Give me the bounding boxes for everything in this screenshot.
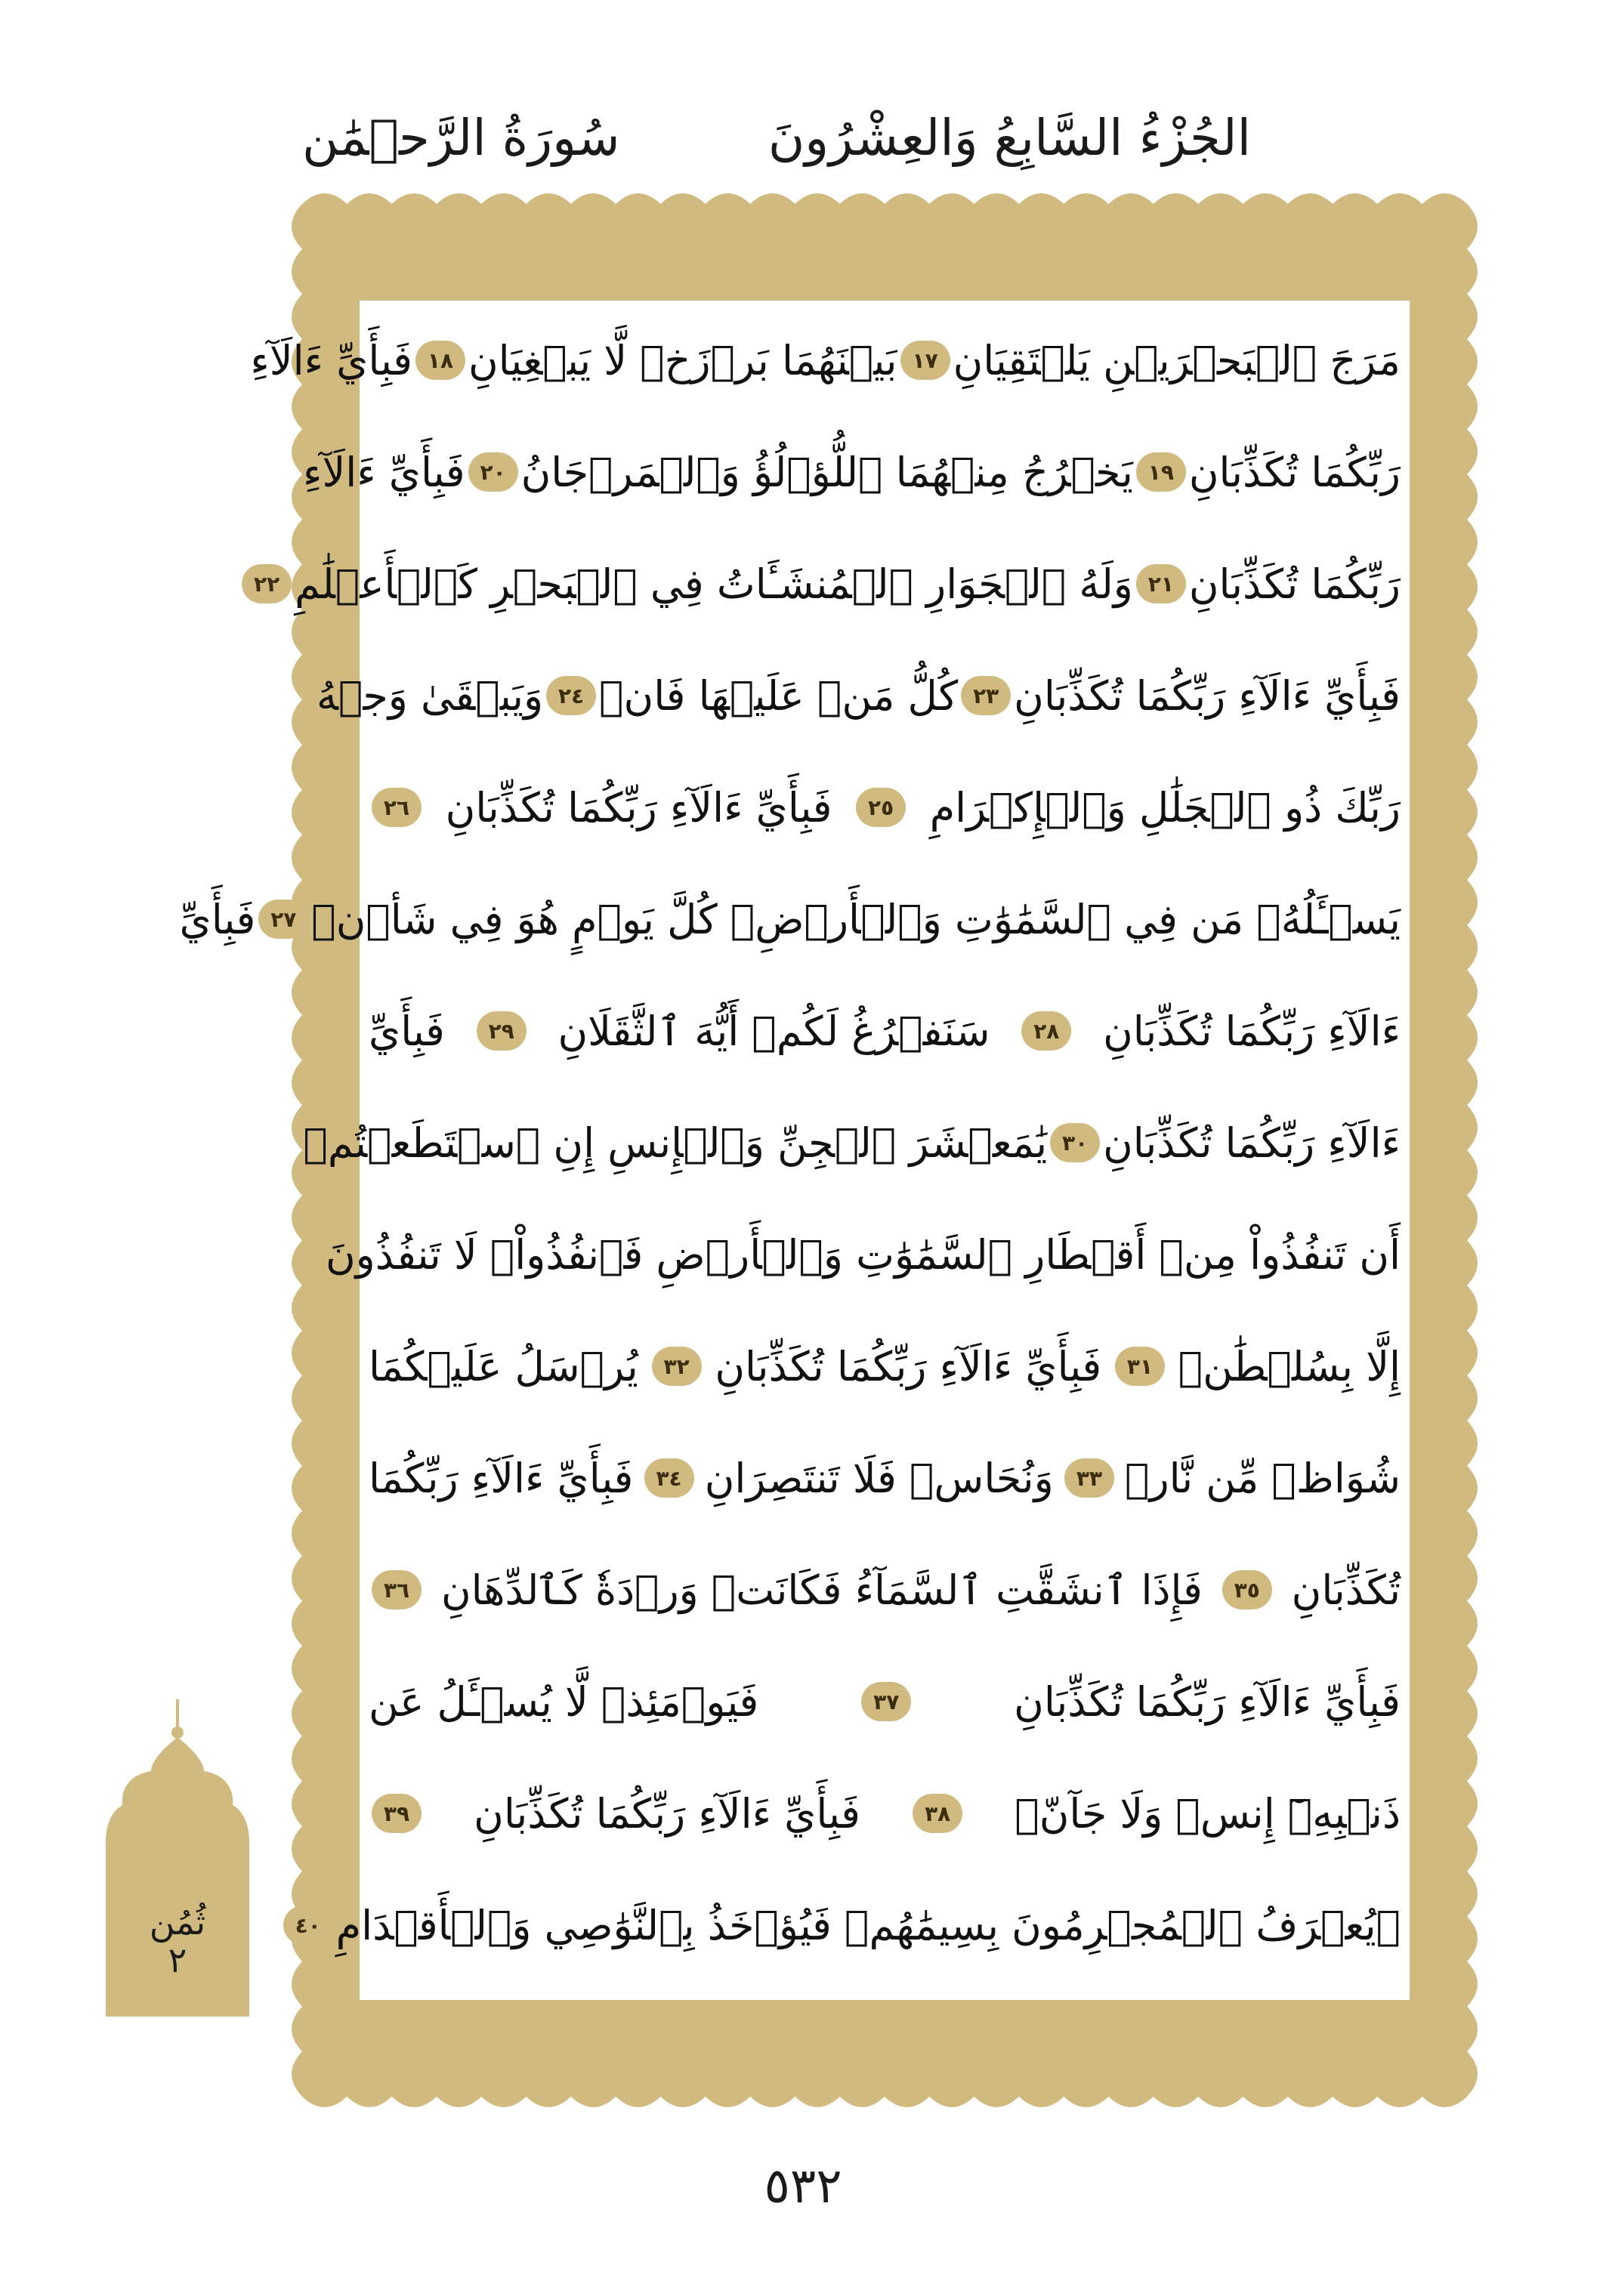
ayah-number-marker: ٣٢ <box>652 1347 702 1386</box>
verse-text: يَسۡـَٔلُهُۥ مَن فِي ٱلسَّمَٰوَٰتِ وَٱلۡأَرۡضِۚ كُلَّ يَوۡمٍ هُوَ فِي شَأۡنٖ <box>311 895 1401 943</box>
verse-text: ذَنۢبِهِۦٓ إِنسٞ وَلَا جَآنّٞ <box>1015 1789 1401 1838</box>
ayah-number-marker: ٢٢ <box>242 564 292 603</box>
verse-line <box>369 982 1401 1080</box>
verse-text: تُكَذِّبَانِ <box>1291 1566 1401 1614</box>
ayah-number-marker: ٢٩ <box>477 1011 527 1051</box>
ayah-number-marker: ٢٨ <box>1021 1011 1071 1051</box>
verse-text: يُرۡسَلُ عَلَيۡكُمَا <box>369 1342 638 1390</box>
verse-line <box>369 1317 1401 1415</box>
verse-line <box>369 1653 1401 1751</box>
ayah-number-marker: ٤٠ <box>283 1906 333 1945</box>
verse-line <box>369 1541 1401 1639</box>
verse-line <box>295 1876 1401 1974</box>
verse-text: وَيَبۡقَىٰ وَجۡهُ <box>317 671 544 720</box>
ayah-number-marker: ٣١ <box>1115 1347 1165 1386</box>
ayah-number-marker: ٢١ <box>1136 564 1186 603</box>
verse-text: فَبِأَيِّ ءَالَآءِ <box>250 336 412 384</box>
verse-text: فَبِأَيِّ ءَالَآءِ رَبِّكُمَا تُكَذِّبَانِ <box>1014 1677 1401 1726</box>
verse-line <box>369 1429 1401 1527</box>
ayah-number-marker: ١٨ <box>415 341 465 380</box>
verse-text: رَبِّكُمَا تُكَذِّبَانِ <box>1188 448 1401 496</box>
hizb-label-line2: ٢ <box>168 1940 187 1980</box>
verse-text: فَبِأَيِّ ءَالَآءِ رَبِّكُمَا تُكَذِّبَانِ <box>474 1789 860 1838</box>
page-number: ٥٣٢ <box>764 2159 842 2214</box>
ayah-number-marker: ١٧ <box>900 341 950 380</box>
verse-text: أَن تَنفُذُواْ مِنۡ أَقۡطَارِ ٱلسَّمَٰوَٰتِ وَٱلۡأَرۡضِ فَٱنفُذُواْۚ لَا تَنفُذُونَ <box>326 1230 1401 1279</box>
verse-text: يَٰمَعۡشَرَ ٱلۡجِنِّ وَٱلۡإِنسِ إِنِ ٱسۡتَطَعۡتُمۡ <box>303 1119 1048 1167</box>
verse-text: فَبِأَيِّ ءَالَآءِ رَبِّكُمَا تُكَذِّبَانِ <box>445 783 832 832</box>
ayah-number-marker: ٢٤ <box>546 676 596 715</box>
verse-text: فَبِأَيِّ ءَالَآءِ رَبِّكُمَا <box>369 1454 634 1502</box>
hizb-label-line1: ثُمُن <box>149 1902 206 1943</box>
verse-text: فَإِذَا ٱنشَقَّتِ ٱلسَّمَآءُ فَكَانَتۡ وَرۡدَةٗ كَٱلدِّهَانِ <box>440 1566 1203 1614</box>
verse-text: رَبِّكَ ذُو ٱلۡجَلَٰلِ وَٱلۡإِكۡرَامِ <box>929 783 1401 832</box>
verse-text: مَرَجَ ٱلۡبَحۡرَيۡنِ يَلۡتَقِيَانِ <box>953 336 1401 384</box>
verse-text: فَبِأَيِّ <box>369 1007 445 1055</box>
verse-line <box>250 311 1401 409</box>
ayah-number-marker: ٣٨ <box>913 1794 962 1833</box>
verse-line <box>303 423 1401 521</box>
verse-text: ءَالَآءِ رَبِّكُمَا تُكَذِّبَانِ <box>1103 1007 1401 1055</box>
verse-text: إِلَّا بِسُلۡطَٰنٖ <box>1178 1342 1401 1390</box>
verse-text: شُوَاظٞ مِّن نَّارٖ <box>1125 1454 1401 1502</box>
ayah-number-marker: ٢٥ <box>856 788 906 827</box>
verse-text: ۞يُعۡرَفُ ٱلۡمُجۡرِمُونَ بِسِيمَٰهُمۡ فَيُؤۡخَذُ بِٱلنَّوَٰصِي وَٱلۡأَقۡدَامِ <box>335 1901 1401 1949</box>
verse-line <box>369 758 1401 856</box>
verse-text: فَبِأَيِّ ءَالَآءِ رَبِّكُمَا تُكَذِّبَانِ <box>1014 671 1401 720</box>
verse-line <box>326 1205 1401 1304</box>
surah-title: سُورَةُ الرَّحۡمَٰن <box>302 109 620 167</box>
ayah-number-marker: ٣٤ <box>644 1458 694 1498</box>
ayah-number-marker: ٢٦ <box>372 788 422 827</box>
ayah-number-marker: ٣٠ <box>1050 1123 1100 1162</box>
verse-line <box>317 647 1401 745</box>
verse-text: وَنُحَاسٞ فَلَا تَنتَصِرَانِ <box>704 1454 1054 1502</box>
verse-text: بَيۡنَهُمَا بَرۡزَخٞ لَّا يَبۡغِيَانِ <box>468 336 897 384</box>
ayah-number-marker: ٣٩ <box>372 1794 422 1833</box>
ayah-number-marker: ٣٦ <box>372 1570 422 1609</box>
ayah-number-marker: ١٩ <box>1136 452 1186 492</box>
ayah-number-marker: ٢٣ <box>961 676 1011 715</box>
text-panel <box>179 301 1410 2000</box>
verse-text: فَيَوۡمَئِذٖ لَّا يُسۡـَٔلُ عَن <box>369 1677 759 1726</box>
ayah-number-marker: ٣٣ <box>1064 1458 1114 1498</box>
verse-line <box>254 535 1401 633</box>
ayah-number-marker: ٣٥ <box>1222 1570 1272 1609</box>
verse-text: رَبِّكُمَا تُكَذِّبَانِ <box>1188 560 1401 608</box>
verse-text: ءَالَآءِ رَبِّكُمَا تُكَذِّبَانِ <box>1103 1119 1401 1167</box>
verse-text: فَبِأَيِّ ءَالَآءِ <box>303 448 465 496</box>
verse-text: وَلَهُ ٱلۡجَوَارِ ٱلۡمُنشَـَٔاتُ فِي ٱلۡبَحۡرِ كَٱلۡأَعۡلَٰمِ <box>295 560 1133 608</box>
verse-text: سَنَفۡرُغُ لَكُمۡ أَيُّهَ ٱلثَّقَلَانِ <box>557 1007 990 1055</box>
verse-text: يَخۡرُجُ مِنۡهُمَا ٱللُّؤۡلُؤُ وَٱلۡمَرۡجَانُ <box>520 448 1133 496</box>
juz-title: الجُزْءُ السَّابِعُ وَالعِشْرُونَ <box>767 109 1251 167</box>
verse-line <box>369 1764 1401 1862</box>
verse-line <box>303 1094 1401 1192</box>
verse-line <box>179 870 1401 968</box>
ayah-number-marker: ٢٠ <box>468 452 518 492</box>
ayah-number-marker: ٣٧ <box>861 1682 911 1721</box>
hizb-label <box>106 1903 249 1979</box>
verse-text: فَبِأَيِّ <box>179 895 256 943</box>
verse-text: فَبِأَيِّ ءَالَآءِ رَبِّكُمَا تُكَذِّبَانِ <box>715 1342 1102 1390</box>
verse-text: كُلُّ مَنۡ عَلَيۡهَا فَانٖ <box>599 671 959 720</box>
ayah-number-marker: ٢٧ <box>258 900 308 939</box>
